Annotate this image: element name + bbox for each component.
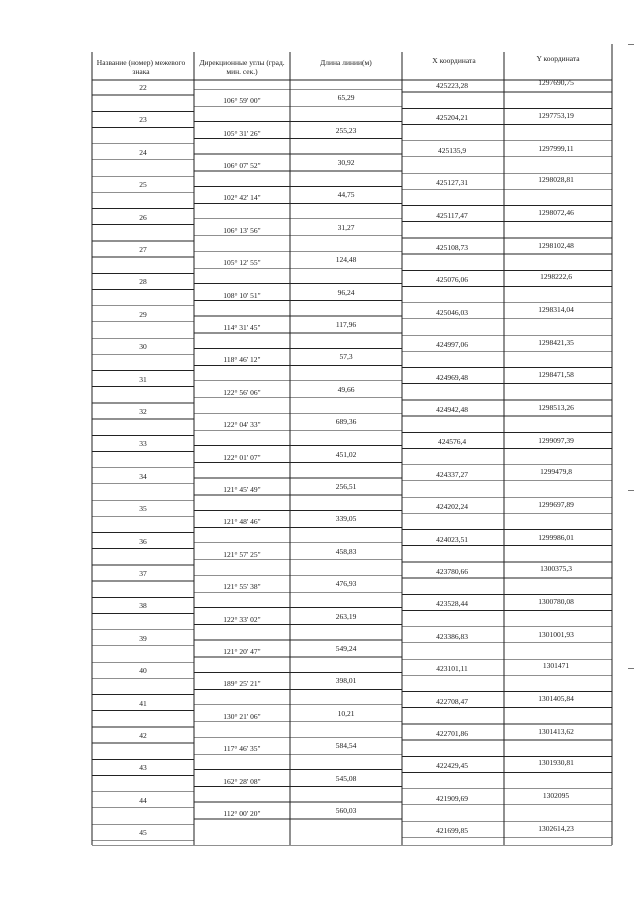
header-x: X координата — [432, 56, 476, 65]
segment-length: 549,24 — [335, 644, 357, 653]
point-y: 1301001,93 — [538, 630, 574, 639]
point-name: 35 — [139, 504, 147, 514]
point-y: 1300780,08 — [538, 597, 574, 606]
point-x: 424942,48 — [436, 405, 468, 414]
point-name: 27 — [139, 245, 147, 254]
point-y: 1302614,23 — [538, 824, 574, 834]
segment-length: 339,05 — [335, 514, 357, 524]
point-x: 423101,11 — [436, 664, 468, 674]
point-y: 1298513,26 — [538, 402, 574, 412]
point-name: 26 — [139, 212, 147, 222]
point-name: 28 — [139, 277, 147, 287]
point-y: 1298102,48 — [538, 241, 574, 251]
point-x: 422701,86 — [436, 729, 468, 738]
point-name: 42 — [139, 731, 147, 740]
point-y: 1301471 — [542, 661, 570, 671]
segment-angle: 118° 46' 12" — [223, 355, 261, 365]
point-name: 43 — [139, 763, 147, 773]
segment-angle: 121° 57' 25" — [223, 549, 261, 559]
segment-length: 65,29 — [337, 93, 355, 103]
segment-angle: 121° 45' 49" — [223, 485, 261, 494]
point-x: 423780,66 — [436, 567, 468, 576]
point-y: 1299697,89 — [538, 499, 574, 509]
point-y: 1301930,81 — [538, 758, 574, 768]
segment-length: 10,21 — [337, 708, 355, 718]
point-x: 422429,45 — [436, 761, 468, 771]
point-y: 1299479,8 — [540, 466, 572, 476]
point-x: 423528,44 — [436, 599, 468, 609]
point-x: 425046,03 — [436, 307, 468, 317]
point-x: 425108,73 — [436, 243, 468, 252]
segment-angle: 121° 48' 46" — [223, 517, 261, 527]
segment-angle: 106° 07' 52" — [223, 161, 261, 170]
segment-length: 44,75 — [337, 190, 355, 200]
point-y: 1298072,46 — [538, 208, 574, 218]
point-x: 424337,27 — [436, 469, 468, 479]
point-name: 44 — [139, 795, 147, 805]
segment-length: 255,23 — [335, 125, 357, 135]
header-angle: Дирекционные углы (град. мин. сек.) — [199, 58, 285, 76]
segment-angle: 108° 10' 51" — [223, 290, 261, 300]
point-x: 424576,4 — [437, 437, 467, 447]
segment-length: 263,19 — [335, 611, 357, 621]
point-name: 39 — [139, 633, 147, 643]
point-x: 421699,85 — [436, 826, 468, 836]
segment-length: 584,54 — [335, 741, 357, 751]
segment-length: 560,03 — [335, 806, 357, 815]
segment-angle: 122° 56' 06" — [223, 387, 261, 397]
point-name: 45 — [139, 828, 147, 838]
point-x: 424969,48 — [436, 372, 468, 382]
edge-mark — [628, 668, 634, 669]
segment-angle: 106° 13' 56" — [223, 225, 261, 235]
segment-angle: 122° 01' 07" — [223, 452, 261, 462]
point-x: 425076,06 — [436, 275, 468, 285]
point-name: 24 — [139, 147, 147, 157]
point-name: 37 — [139, 569, 147, 578]
point-y: 1299097,39 — [538, 435, 574, 445]
edge-mark — [628, 490, 634, 491]
point-y: 1299986,01 — [538, 532, 574, 542]
segment-angle: 112° 00' 20" — [223, 809, 261, 818]
point-x: 423386,83 — [436, 631, 468, 641]
segment-angle: 105° 31' 26" — [223, 128, 261, 138]
header-y: Y координата — [536, 54, 580, 63]
segment-length: 30,92 — [337, 158, 355, 167]
point-name: 22 — [139, 83, 147, 92]
segment-angle: 162° 28' 08" — [223, 776, 261, 786]
point-x: 425127,31 — [436, 178, 468, 188]
point-y: 1298314,04 — [538, 305, 574, 315]
point-x: 425204,21 — [436, 113, 468, 123]
segment-angle: 130° 21' 06" — [223, 711, 261, 721]
point-x: 421909,69 — [436, 793, 468, 803]
segment-length: 451,02 — [335, 449, 357, 459]
point-x: 422708,47 — [436, 696, 468, 706]
point-y: 1300375,3 — [540, 564, 572, 573]
point-name: 33 — [139, 439, 147, 449]
point-name: 25 — [139, 180, 147, 190]
segment-length: 256,51 — [335, 482, 357, 491]
point-y: 1301405,84 — [538, 694, 574, 704]
point-y: 1301413,62 — [538, 727, 574, 737]
point-x: 424997,06 — [436, 340, 468, 350]
segment-angle: 122° 33' 02" — [223, 614, 261, 624]
point-x: 425135,9 — [437, 145, 467, 155]
segment-angle: 117° 46' 35" — [223, 744, 261, 754]
segment-angle: 105° 12' 55" — [223, 258, 261, 268]
edge-mark — [628, 44, 634, 45]
header-name: Название (номер) межевого знака — [96, 58, 186, 76]
segment-angle: 121° 55' 38" — [223, 582, 261, 592]
point-name: 34 — [139, 471, 147, 481]
segment-length: 96,24 — [337, 287, 355, 297]
segment-length: 124,48 — [335, 255, 357, 265]
point-x: 425223,28 — [436, 81, 468, 90]
point-name: 31 — [139, 374, 147, 384]
point-y: 1298471,58 — [538, 369, 574, 379]
segment-angle: 122° 04' 33" — [223, 420, 261, 430]
point-name: 40 — [139, 666, 147, 676]
point-y: 1302095 — [542, 791, 570, 801]
point-name: 36 — [139, 536, 147, 546]
segment-angle: 106° 59' 00" — [223, 96, 261, 106]
point-x: 425117,47 — [436, 210, 468, 220]
point-y: 1298421,35 — [538, 338, 574, 348]
segment-length: 476,93 — [335, 579, 357, 589]
point-name: 29 — [139, 309, 147, 319]
point-x: 424023,51 — [436, 534, 468, 544]
point-name: 38 — [139, 601, 147, 611]
point-name: 30 — [139, 342, 147, 352]
point-x: 424202,24 — [436, 502, 468, 512]
segment-angle: 121° 20' 47" — [223, 647, 261, 656]
segment-angle: 189° 25' 21" — [223, 679, 261, 689]
point-name: 23 — [139, 115, 147, 125]
point-y: 1297999,11 — [538, 144, 574, 153]
segment-length: 689,36 — [335, 417, 357, 427]
segment-length: 57,3 — [339, 352, 353, 362]
point-y: 1298222,6 — [540, 272, 572, 282]
point-y: 1298028,81 — [538, 175, 574, 185]
segment-length: 545,08 — [335, 773, 357, 783]
segment-length: 117,96 — [335, 320, 357, 329]
point-y: 1297690,75 — [538, 78, 574, 87]
segment-length: 398,01 — [335, 676, 357, 686]
segment-length: 31,27 — [337, 222, 355, 232]
header-length: Длина линии(м) — [320, 58, 372, 67]
segment-length: 49,66 — [337, 384, 355, 394]
point-y: 1297753,19 — [538, 111, 574, 120]
segment-angle: 102° 42' 14" — [223, 193, 261, 203]
point-name: 32 — [139, 407, 147, 416]
segment-length: 458,83 — [335, 546, 357, 556]
segment-angle: 114° 31' 45" — [223, 323, 261, 332]
point-name: 41 — [139, 698, 147, 708]
